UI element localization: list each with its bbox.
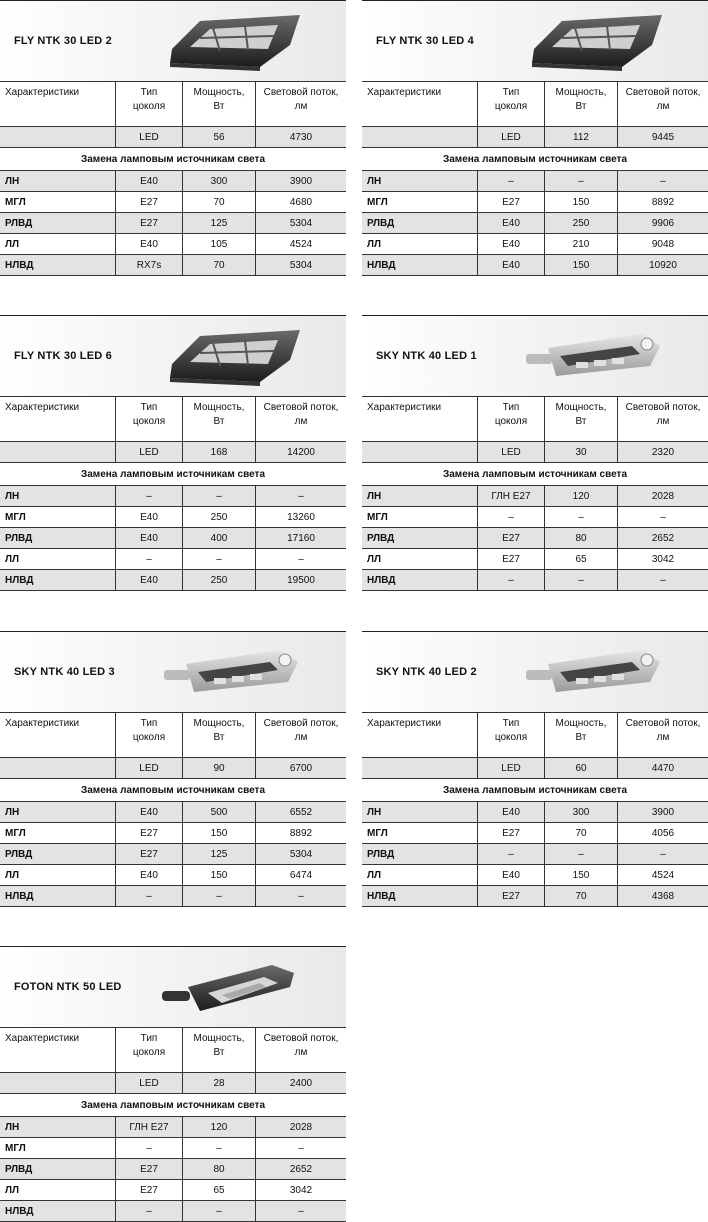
product-header: [0, 0, 346, 81]
col-power: Мощность, Вт: [545, 713, 618, 758]
col-characteristics: Характеристики: [0, 82, 116, 127]
table-cell: 9445: [618, 127, 708, 148]
table-cell: 2652: [256, 1159, 347, 1180]
table-cell: МГЛ: [362, 192, 478, 213]
table-row: [0, 886, 346, 907]
table-row: [0, 171, 346, 192]
table-cell: 80: [183, 1159, 256, 1180]
table-row: [362, 823, 708, 844]
table-cell: РЛВД: [362, 844, 478, 865]
product-title: SKY NTK 40 LED 1: [376, 350, 477, 362]
table-cell: E27: [478, 823, 545, 844]
table-cell: –: [183, 486, 256, 507]
product-card-fly-ntk-30-led-4: [362, 0, 708, 276]
led-row: [0, 127, 346, 148]
table-cell: 3042: [256, 1180, 347, 1201]
table-cell: ЛЛ: [362, 234, 478, 255]
table-cell: E27: [116, 823, 183, 844]
table-row: [0, 213, 346, 234]
col-socket: Тип цоколя: [478, 397, 545, 442]
table-cell: E40: [116, 234, 183, 255]
product-title: FOTON NTK 50 LED: [14, 981, 122, 993]
sky-lamp-icon: [160, 640, 310, 706]
table-cell: РЛВД: [362, 528, 478, 549]
table-cell: 2652: [618, 528, 708, 549]
spec-table: [362, 712, 708, 907]
led-row: [0, 1073, 346, 1094]
table-cell: E40: [116, 528, 183, 549]
table-cell: [362, 442, 478, 463]
table-cell: 2320: [618, 442, 708, 463]
table-cell: ЛН: [0, 1117, 116, 1138]
foton-lamp-icon: [160, 955, 310, 1021]
table-cell: 4470: [618, 758, 708, 779]
col-socket: Тип цоколя: [478, 82, 545, 127]
product-header: [362, 0, 708, 81]
table-cell: –: [116, 1138, 183, 1159]
table-cell: РЛВД: [0, 213, 116, 234]
table-row: [0, 192, 346, 213]
col-power: Мощность, Вт: [183, 713, 256, 758]
col-power: Мощность, Вт: [183, 1028, 256, 1073]
table-row: [0, 234, 346, 255]
table-cell: ЛН: [362, 486, 478, 507]
table-cell: 8892: [256, 823, 347, 844]
product-header: [0, 315, 346, 396]
table-cell: –: [116, 886, 183, 907]
spec-table: [0, 396, 346, 591]
col-flux: Световой поток, лм: [256, 82, 347, 127]
table-cell: E40: [116, 507, 183, 528]
table-cell: E27: [478, 886, 545, 907]
table-cell: ЛЛ: [0, 865, 116, 886]
table-cell: LED: [478, 758, 545, 779]
table-cell: 9048: [618, 234, 708, 255]
led-row: [362, 442, 708, 463]
spec-table: [0, 81, 346, 276]
table-cell: 14200: [256, 442, 347, 463]
table-row: [0, 528, 346, 549]
table-cell: РЛВД: [0, 528, 116, 549]
table-cell: ЛЛ: [0, 549, 116, 570]
table-cell: ЛЛ: [362, 549, 478, 570]
table-cell: –: [256, 549, 347, 570]
table-cell: –: [545, 171, 618, 192]
table-cell: E27: [116, 1180, 183, 1201]
table-cell: ГЛН E27: [478, 486, 545, 507]
col-characteristics: Характеристики: [0, 713, 116, 758]
product-card-sky-ntk-40-led-1: [362, 315, 708, 591]
product-title: FLY NTK 30 LED 2: [14, 35, 112, 47]
col-socket: Тип цоколя: [116, 713, 183, 758]
table-row: [362, 213, 708, 234]
table-row: [362, 570, 708, 591]
table-cell: ЛЛ: [362, 865, 478, 886]
table-row: [0, 570, 346, 591]
col-characteristics: Характеристики: [0, 1028, 116, 1073]
table-row: [0, 1159, 346, 1180]
led-row: [0, 758, 346, 779]
table-row: [362, 844, 708, 865]
table-cell: 70: [545, 886, 618, 907]
table-cell: [362, 127, 478, 148]
table-cell: ЛН: [0, 802, 116, 823]
col-flux: Световой поток, лм: [256, 1028, 347, 1073]
table-cell: НЛВД: [362, 570, 478, 591]
table-cell: LED: [116, 758, 183, 779]
table-cell: ЛН: [0, 486, 116, 507]
table-cell: E40: [478, 255, 545, 276]
table-cell: LED: [478, 127, 545, 148]
table-cell: 13260: [256, 507, 347, 528]
table-cell: 30: [545, 442, 618, 463]
table-cell: E27: [478, 549, 545, 570]
table-cell: E27: [116, 213, 183, 234]
col-flux: Световой поток, лм: [256, 397, 347, 442]
table-cell: –: [183, 886, 256, 907]
table-cell: 5304: [256, 844, 347, 865]
col-flux: Световой поток, лм: [618, 397, 708, 442]
table-cell: МГЛ: [362, 507, 478, 528]
table-cell: 17160: [256, 528, 347, 549]
table-row: [362, 486, 708, 507]
table-cell: –: [478, 507, 545, 528]
table-cell: 250: [183, 570, 256, 591]
replacement-heading: Замена ламповым источникам света: [0, 779, 346, 802]
table-cell: 250: [183, 507, 256, 528]
table-cell: 210: [545, 234, 618, 255]
table-cell: 300: [183, 171, 256, 192]
fly-lamp-icon: [160, 9, 310, 75]
table-cell: [0, 127, 116, 148]
table-cell: LED: [116, 127, 183, 148]
table-cell: 6474: [256, 865, 347, 886]
table-cell: НЛВД: [362, 255, 478, 276]
col-characteristics: Характеристики: [362, 82, 478, 127]
col-flux: Световой поток, лм: [256, 713, 347, 758]
table-cell: 70: [183, 192, 256, 213]
col-socket: Тип цоколя: [478, 713, 545, 758]
led-row: [0, 442, 346, 463]
table-cell: E27: [116, 844, 183, 865]
table-row: [0, 255, 346, 276]
table-cell: –: [478, 844, 545, 865]
col-power: Мощность, Вт: [183, 82, 256, 127]
spec-table: [362, 396, 708, 591]
table-row: [0, 844, 346, 865]
table-cell: –: [545, 844, 618, 865]
table-cell: LED: [478, 442, 545, 463]
table-cell: E40: [478, 213, 545, 234]
table-cell: E40: [478, 802, 545, 823]
table-cell: 4680: [256, 192, 347, 213]
col-flux: Световой поток, лм: [618, 82, 708, 127]
table-cell: МГЛ: [0, 507, 116, 528]
table-cell: [362, 758, 478, 779]
table-cell: –: [618, 507, 708, 528]
table-cell: E40: [478, 234, 545, 255]
table-row: [362, 507, 708, 528]
product-header: [0, 946, 346, 1027]
table-cell: 9906: [618, 213, 708, 234]
table-cell: ЛН: [0, 171, 116, 192]
table-cell: 2028: [256, 1117, 347, 1138]
sky-lamp-icon: [522, 640, 672, 706]
product-header: [0, 631, 346, 712]
table-cell: [0, 442, 116, 463]
table-cell: НЛВД: [0, 1201, 116, 1222]
table-cell: 300: [545, 802, 618, 823]
product-title: FLY NTK 30 LED 4: [376, 35, 474, 47]
table-cell: –: [116, 549, 183, 570]
col-power: Мощность, Вт: [545, 82, 618, 127]
table-cell: –: [478, 570, 545, 591]
col-socket: Тип цоколя: [116, 82, 183, 127]
table-cell: МГЛ: [0, 192, 116, 213]
table-cell: 60: [545, 758, 618, 779]
table-cell: 105: [183, 234, 256, 255]
table-cell: 70: [183, 255, 256, 276]
table-cell: НЛВД: [0, 570, 116, 591]
table-cell: 125: [183, 844, 256, 865]
table-row: [0, 1138, 346, 1159]
replacement-heading: Замена ламповым источникам света: [362, 779, 708, 802]
table-cell: –: [183, 1138, 256, 1159]
table-cell: 150: [545, 865, 618, 886]
table-cell: 150: [545, 192, 618, 213]
col-socket: Тип цоколя: [116, 397, 183, 442]
table-cell: 4524: [256, 234, 347, 255]
product-header: [362, 631, 708, 712]
table-cell: 500: [183, 802, 256, 823]
table-row: [362, 528, 708, 549]
table-cell: E40: [478, 865, 545, 886]
table-cell: 10920: [618, 255, 708, 276]
table-cell: 4524: [618, 865, 708, 886]
table-cell: E27: [478, 528, 545, 549]
fly-lamp-icon: [160, 324, 310, 390]
table-cell: –: [116, 1201, 183, 1222]
col-flux: Световой поток, лм: [618, 713, 708, 758]
table-cell: 4730: [256, 127, 347, 148]
col-characteristics: Характеристики: [362, 713, 478, 758]
table-cell: RX7s: [116, 255, 183, 276]
table-cell: 5304: [256, 255, 347, 276]
table-cell: –: [256, 1138, 347, 1159]
table-cell: –: [256, 886, 347, 907]
table-cell: –: [618, 171, 708, 192]
col-socket: Тип цоколя: [116, 1028, 183, 1073]
table-row: [362, 865, 708, 886]
table-cell: РЛВД: [362, 213, 478, 234]
product-title: FLY NTK 30 LED 6: [14, 350, 112, 362]
table-cell: 2400: [256, 1073, 347, 1094]
table-cell: –: [183, 549, 256, 570]
table-cell: ЛЛ: [0, 1180, 116, 1201]
table-cell: 56: [183, 127, 256, 148]
table-cell: E40: [116, 865, 183, 886]
table-cell: 168: [183, 442, 256, 463]
replacement-heading: Замена ламповым источникам света: [362, 463, 708, 486]
table-cell: НЛВД: [0, 255, 116, 276]
table-cell: ЛН: [362, 171, 478, 192]
table-cell: ГЛН E27: [116, 1117, 183, 1138]
table-cell: МГЛ: [0, 823, 116, 844]
table-cell: 2028: [618, 486, 708, 507]
table-cell: 250: [545, 213, 618, 234]
table-cell: 3900: [618, 802, 708, 823]
table-row: [0, 1201, 346, 1222]
table-cell: 8892: [618, 192, 708, 213]
table-cell: LED: [116, 442, 183, 463]
table-row: [0, 865, 346, 886]
table-row: [362, 549, 708, 570]
table-cell: 28: [183, 1073, 256, 1094]
product-card-fly-ntk-30-led-2: [0, 0, 346, 276]
table-cell: 125: [183, 213, 256, 234]
col-power: Мощность, Вт: [183, 397, 256, 442]
table-cell: ЛН: [362, 802, 478, 823]
led-row: [362, 127, 708, 148]
table-cell: 3042: [618, 549, 708, 570]
table-cell: МГЛ: [0, 1138, 116, 1159]
table-cell: E40: [116, 802, 183, 823]
table-cell: 6552: [256, 802, 347, 823]
table-row: [362, 886, 708, 907]
product-title: SKY NTK 40 LED 2: [376, 666, 477, 678]
sky-lamp-icon: [522, 324, 672, 390]
product-header: [362, 315, 708, 396]
spec-table: [0, 1027, 346, 1222]
table-cell: E27: [116, 1159, 183, 1180]
table-cell: –: [545, 570, 618, 591]
table-row: [0, 507, 346, 528]
table-cell: 6700: [256, 758, 347, 779]
table-cell: 120: [545, 486, 618, 507]
table-cell: [0, 758, 116, 779]
table-cell: 112: [545, 127, 618, 148]
table-cell: 90: [183, 758, 256, 779]
product-card-foton-ntk-50-led: [0, 946, 346, 1222]
table-cell: E40: [116, 171, 183, 192]
table-cell: –: [183, 1201, 256, 1222]
table-row: [362, 234, 708, 255]
replacement-heading: Замена ламповым источникам света: [0, 148, 346, 171]
table-cell: 70: [545, 823, 618, 844]
table-row: [362, 255, 708, 276]
table-cell: 19500: [256, 570, 347, 591]
table-cell: 65: [183, 1180, 256, 1201]
table-cell: НЛВД: [362, 886, 478, 907]
table-row: [362, 802, 708, 823]
product-title: SKY NTK 40 LED 3: [14, 666, 115, 678]
table-cell: –: [478, 171, 545, 192]
table-cell: –: [116, 486, 183, 507]
table-row: [0, 802, 346, 823]
table-row: [0, 1117, 346, 1138]
spec-table: [0, 712, 346, 907]
table-row: [362, 192, 708, 213]
table-cell: –: [618, 570, 708, 591]
product-card-fly-ntk-30-led-6: [0, 315, 346, 591]
table-cell: ЛЛ: [0, 234, 116, 255]
table-cell: 80: [545, 528, 618, 549]
table-cell: 4056: [618, 823, 708, 844]
replacement-heading: Замена ламповым источникам света: [0, 463, 346, 486]
table-cell: 120: [183, 1117, 256, 1138]
table-row: [0, 549, 346, 570]
table-cell: 150: [545, 255, 618, 276]
table-cell: –: [545, 507, 618, 528]
table-cell: 400: [183, 528, 256, 549]
table-row: [362, 171, 708, 192]
table-cell: РЛВД: [0, 1159, 116, 1180]
table-row: [0, 1180, 346, 1201]
table-cell: МГЛ: [362, 823, 478, 844]
table-cell: LED: [116, 1073, 183, 1094]
replacement-heading: Замена ламповым источникам света: [0, 1094, 346, 1117]
table-cell: 65: [545, 549, 618, 570]
table-cell: 3900: [256, 171, 347, 192]
table-cell: 150: [183, 865, 256, 886]
product-card-sky-ntk-40-led-3: [0, 631, 346, 907]
table-cell: –: [256, 1201, 347, 1222]
table-cell: E27: [116, 192, 183, 213]
table-cell: –: [256, 486, 347, 507]
replacement-heading: Замена ламповым источникам света: [362, 148, 708, 171]
table-cell: 150: [183, 823, 256, 844]
col-power: Мощность, Вт: [545, 397, 618, 442]
led-row: [362, 758, 708, 779]
col-characteristics: Характеристики: [0, 397, 116, 442]
table-cell: E40: [116, 570, 183, 591]
spec-table: [362, 81, 708, 276]
table-cell: 5304: [256, 213, 347, 234]
table-cell: –: [618, 844, 708, 865]
table-cell: НЛВД: [0, 886, 116, 907]
fly-lamp-icon: [522, 9, 672, 75]
table-cell: 4368: [618, 886, 708, 907]
col-characteristics: Характеристики: [362, 397, 478, 442]
table-cell: [0, 1073, 116, 1094]
table-row: [0, 823, 346, 844]
product-card-sky-ntk-40-led-2: [362, 631, 708, 907]
table-cell: E27: [478, 192, 545, 213]
table-cell: РЛВД: [0, 844, 116, 865]
table-row: [0, 486, 346, 507]
